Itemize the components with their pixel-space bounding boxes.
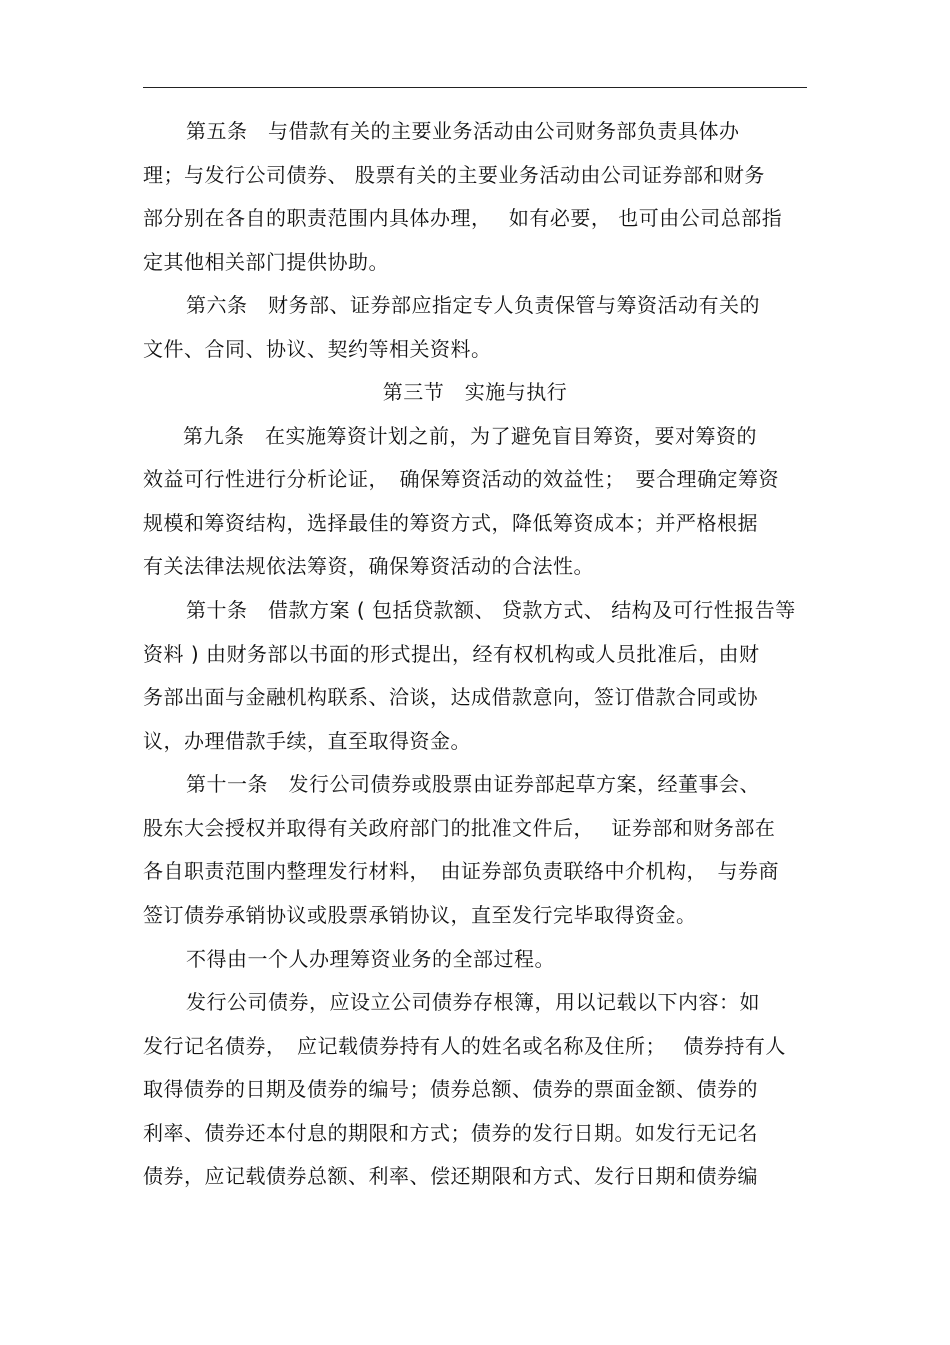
text-line: 第六条 财务部、证券部应指定专人负责保管与筹资活动有关的	[186, 293, 760, 317]
text-line: 资料 ) 由财务部以书面的形式提出，经有权机构或人员批准后，由财	[143, 642, 760, 666]
text-line: 股东大会授权并取得有关政府部门的批准文件后， 证券部和财务部在	[143, 816, 776, 840]
text-line: 定其他相关部门提供协助。	[143, 250, 389, 274]
section-heading: 第三节 实施与执行	[382, 380, 568, 404]
text-line: 不得由一个人办理筹资业务的全部过程。	[186, 947, 555, 971]
text-line: 取得债券的日期及债券的编号；债券总额、债券的票面金额、债券的	[143, 1077, 758, 1101]
text-line: 各自职责范围内整理发行材料， 由证券部负责联络中介机构， 与券商	[143, 859, 779, 883]
text-line: 规模和筹资结构，选择最佳的筹资方式，降低筹资成本；并严格根据	[143, 511, 758, 535]
header-rule	[143, 87, 807, 88]
text-line: 债券，应记载债券总额、利率、偿还期限和方式、发行日期和债券编	[143, 1164, 758, 1188]
text-line: 利率、债券还本付息的期限和方式；债券的发行日期。如发行无记名	[143, 1121, 758, 1145]
text-line: 效益可行性进行分析论证， 确保筹资活动的效益性； 要合理确定筹资	[143, 467, 779, 491]
text-line: 第五条 与借款有关的主要业务活动由公司财务部负责具体办	[186, 119, 740, 143]
text-line: 文件、合同、协议、契约等相关资料。	[143, 337, 492, 361]
text-line: 议，办理借款手续，直至取得资金。	[143, 729, 471, 753]
text-line: 理；与发行公司债券、 股票有关的主要业务活动由公司证券部和财务	[143, 163, 765, 187]
text-line: 有关法律法规依法筹资，确保筹资活动的合法性。	[143, 554, 594, 578]
text-line: 发行记名债券， 应记载债券持有人的姓名或名称及住所； 债券持有人	[143, 1034, 786, 1058]
text-line: 签订债券承销协议或股票承销协议，直至发行完毕取得资金。	[143, 903, 697, 927]
text-line: 务部出面与金融机构联系、洽谈，达成借款意向，签订借款合同或协	[143, 685, 758, 709]
text-line: 第十一条 发行公司债券或股票由证券部起草方案，经董事会、	[186, 772, 760, 796]
text-line: 发行公司债券，应设立公司债券存根簿，用以记载以下内容：如	[186, 990, 760, 1014]
text-line: 第十条 借款方案 ( 包括贷款额、 贷款方式、 结构及可行性报告等	[186, 598, 796, 622]
text-line: 部分别在各自的职责范围内具体办理， 如有必要， 也可由公司总部指	[143, 206, 783, 230]
text-line: 第九条 在实施筹资计划之前，为了避免盲目筹资，要对筹资的	[183, 424, 757, 448]
